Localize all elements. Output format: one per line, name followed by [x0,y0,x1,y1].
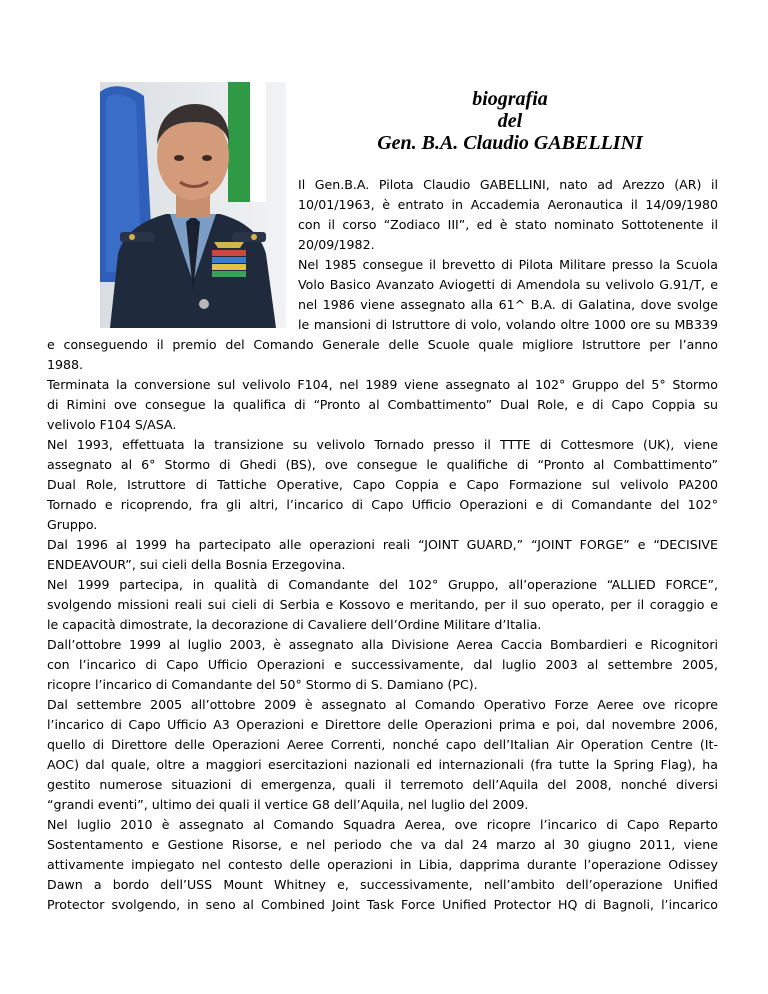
bio-line: Sostentamento e Gestione Risorse, e nel periodo che va dal 24 marzo al 30 giugno 2011, viene [47,837,718,852]
bio-line: Volo Basico Avanzato Aviogetti di Amendola su velivolo G.91/T, e [298,277,718,292]
bio-line: 10/01/1963, è entrato in Accademia Aeronautica il 14/09/1980 [298,197,718,212]
bio-line: Nel luglio 2010 è assegnato al Comando Squadra Aerea, ove ricopre l’incarico di Capo Reparto [47,817,718,832]
bio-line: gestito numerose situazioni di emergenza, quali il terremoto dell’Aquila del 2008, nonché diversi [47,777,718,792]
bio-line: Dal 1996 al 1999 ha partecipato alle operazioni reali “JOINT GUARD,” “JOINT FORGE” e “DECISIVE [47,537,718,552]
bio-line: Dall’ottobre 1999 al luglio 2003, è assegnato alla Divisione Aerea Caccia Bombardieri e Ricognitori [47,637,718,652]
bio-line: Nel 1985 consegue il brevetto di Pilota Militare presso la Scuola [298,257,718,272]
portrait-illustration [100,82,286,328]
bio-line: Dawn a bordo dell’USS Mount Whitney e, successivamente, nell’ambito dell’operazione Unified [47,877,718,892]
bio-line: Tornado e ricoprendo, fra gli altri, l’incarico di Capo Ufficio Operazioni e di Comandante del 102° [47,497,718,512]
bio-line: assegnato al 6° Stormo di Ghedi (BS), ove consegue le qualifiche di “Pronto al Combattimento” [47,457,718,472]
bio-line: 20/09/1982. [298,237,375,252]
bio-line: con il corso “Zodiaco III”, ed è stato nominato Sottotenente il [298,217,718,232]
bio-line: attivamente impiegato nel contesto delle operazioni in Libia, dapprima durante l’operazione Odissey [47,857,718,872]
bio-line: con l’incarico di Capo Ufficio Operazioni e successivamente, dal luglio 2003 al settembre 2005, [47,657,718,672]
bio-line: Nel 1993, effettuata la transizione su velivolo Tornado presso il TTTE di Cottesmore (UK), viene [47,437,718,452]
bio-line: e conseguendo il premio del Comando Generale delle Scuole quale migliore Istruttore per l’anno [47,337,718,352]
title-line-biografia: biografia [472,88,548,110]
biography-title [300,88,720,154]
bio-line: le capacità dimostrate, la decorazione di Cavaliere dell’Ordine Militare d’Italia. [47,617,542,632]
bio-line: ricopre l’incarico di Comandante del 50° Stormo di S. Damiano (PC). [47,677,478,692]
bio-line: Terminata la conversione sul velivolo F104, nel 1989 viene assegnato al 102° Gruppo del 5° Stormo [47,377,718,392]
title-line-name: Gen. B.A. Claudio GABELLINI [377,132,643,154]
bio-line: “grandi eventi”, ultimo dei quali il vertice G8 dell’Aquila, nel luglio del 2009. [47,797,529,812]
bio-line: di Rimini ove consegue la qualifica di “Pronto al Combattimento” Dual Role, e di Capo Coppia su [47,397,718,412]
bio-line: Gruppo. [47,517,98,532]
bio-line: Dual Role, Istruttore di Tattiche Operative, Capo Coppia e Capo Formazione sul velivolo PA200 [47,477,718,492]
bio-line: Il Gen.B.A. Pilota Claudio GABELLINI, nato ad Arezzo (AR) il [298,177,718,192]
general-portrait-photo [100,82,286,328]
bio-line: l’incarico di Capo Ufficio A3 Operazioni e Direttore delle Operazioni prima e poi, dal novembre 2006, [47,717,718,732]
title-line-del: del [497,110,523,132]
bio-line: AOC) dal quale, oltre a maggiori esercitazioni nazionali ed internazionali (fra tutte la Spring Flag), ha [47,757,718,772]
bio-line: velivolo F104 S/ASA. [47,417,177,432]
bio-line: Dal settembre 2005 all’ottobre 2009 è assegnato al Comando Operativo Forze Aeree ove ricopre [47,697,718,712]
bio-line: 1988. [47,357,84,372]
bio-line: ENDEAVOUR”, sui cieli della Bosnia Erzegovina. [47,557,346,572]
bio-line: Nel 1999 partecipa, in qualità di Comandante del 102° Gruppo, all’operazione “ALLIED FORCE”, [47,577,718,592]
bio-line: svolgendo missioni reali sui cieli di Serbia e Kossovo e meritando, per il suo operato, per il coraggio e [47,597,718,612]
bio-line: quello di Direttore delle Operazioni Aeree Correnti, nonché capo dell’Italian Air Operation Centre (It- [47,737,718,752]
bio-line: nel 1986 viene assegnato alla 61^ B.A. di Galatina, dove svolge [298,297,718,312]
bio-line: Protector svolgendo, in seno al Combined Joint Task Force Unified Protector HQ di Bagnoli, l’incarico [47,897,718,912]
bio-line: le mansioni di Istruttore di volo, volando oltre 1000 ore su MB339 [298,317,718,332]
